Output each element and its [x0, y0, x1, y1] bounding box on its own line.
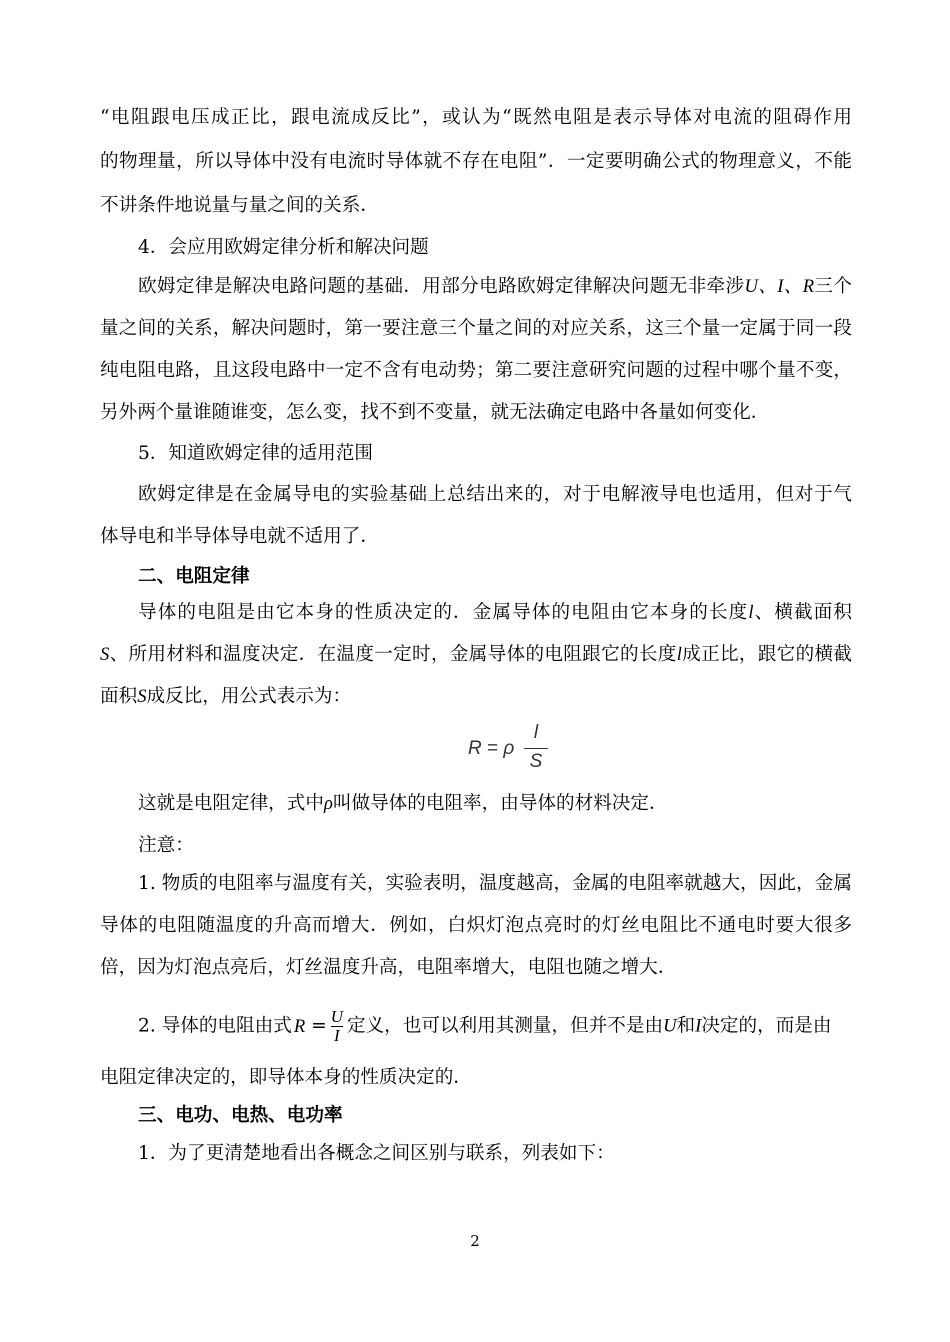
list-item-4: 4．会应用欧姆定律分析和解决问题: [138, 237, 429, 258]
variable-rho: ρ: [323, 793, 333, 814]
list-item-1: 1．为了更清楚地看出各概念之间区别与联系，列表如下：: [138, 1143, 615, 1164]
page-number: 2: [470, 1232, 480, 1250]
variables-u-i-r: U、I、R: [744, 276, 815, 297]
paragraph-line: [100, 685, 852, 709]
text: 决定的，而是由: [701, 1015, 832, 1037]
note-label: 注意：: [138, 835, 194, 856]
list-item-5: 5．知道欧姆定律的适用范围: [138, 443, 373, 464]
paragraph-line: 倍，因为灯泡点亮后，灯丝温度升高，电阻率增大，电阻也随之增大．: [100, 957, 677, 978]
formula-equals: =: [487, 738, 499, 759]
formula-lhs: [468, 738, 514, 760]
variable-i: I: [695, 1015, 702, 1037]
inline-formula-fraction: [331, 1008, 343, 1045]
text: 和: [676, 1015, 696, 1037]
formula-rho: ρ: [503, 738, 515, 759]
text: 面积: [100, 686, 138, 707]
formula-denominator: S: [529, 751, 543, 772]
text: 成反比，用公式表示为：: [146, 686, 352, 707]
paragraph-line: [138, 1008, 852, 1045]
text: 成正比，跟它的横截: [681, 644, 852, 665]
text: 定义，也可以利用其测量，但并不是由: [346, 1015, 664, 1037]
paragraph-line: 导体的电阻随温度的升高而增大．例如，白炽灯泡点亮时的灯丝电阻比不通电时要大很多: [100, 915, 852, 936]
paragraph-line: [138, 275, 852, 299]
variable-s: S: [100, 644, 110, 665]
paragraph-line: [138, 792, 852, 816]
variable-u: U: [663, 1015, 677, 1037]
variable-l: l: [748, 602, 754, 623]
text: 三个: [814, 276, 852, 297]
section-heading-2: 二、电阻定律: [138, 566, 250, 587]
paragraph-line: 量之间的关系，解决问题时，第一要注意三个量之间的对应关系，这三个量一定属于同一段: [100, 318, 852, 339]
paragraph-line: 的物理量，所以导体中没有电流时导体就不存在电阻”．一定要明确公式的物理意义，不能: [100, 151, 852, 172]
text: 欧姆定律是解决电路问题的基础．用部分电路欧姆定律解决问题无非牵涉: [138, 276, 745, 297]
paragraph-line: “电阻跟电压成正比，跟电流成反比”，或认为“既然电阻是表示导体对电流的阻碍作用: [100, 107, 852, 128]
section-heading-3: 三、电功、电热、电功率: [138, 1105, 343, 1126]
text: 、所用材料和温度决定．在温度一定时，金属导体的电阻跟它的长度: [109, 644, 677, 665]
paragraph-line: 欧姆定律是在金属导电的实验基础上总结出来的，对于电解液导电也适用，但对于气: [138, 484, 852, 505]
variable-s: S: [137, 686, 147, 707]
fraction-bar: [524, 748, 548, 749]
paragraph-line: [138, 601, 852, 625]
text: 2. 导体的电阻由式: [138, 1015, 292, 1037]
paragraph-line: [100, 643, 852, 667]
paragraph-line: 另外两个量谁随谁变，怎么变，找不到不变量，就无法确定电路中各量如何变化．: [100, 402, 770, 423]
text: 这就是电阻定律，式中: [138, 793, 324, 814]
text: 叫做导体的电阻率，由导体的材料决定．: [332, 793, 668, 814]
resistance-law-formula: [468, 722, 578, 782]
paragraph-line: 不讲条件地说量与量之间的关系．: [100, 195, 379, 216]
inline-denominator: I: [333, 1026, 340, 1045]
text: 、横截面积: [753, 602, 852, 623]
paragraph-line: 体导电和半导体导电就不适用了．: [100, 526, 379, 547]
formula-numerator: l: [533, 722, 539, 743]
formula-fraction: [524, 722, 548, 773]
formula-symbol-r: R: [468, 738, 482, 759]
paragraph-line: 电阻定律决定的，即导体本身的性质决定的．: [100, 1067, 472, 1088]
text: 导体的电阻是由它本身的性质决定的．金属导体的电阻由它本身的长度: [138, 602, 749, 623]
paragraph-line: 1. 物质的电阻率与温度有关，实验表明，温度越高，金属的电阻率就越大，因此，金属: [138, 873, 852, 894]
variable-l: l: [676, 644, 682, 665]
inline-formula-equals: =: [311, 1015, 327, 1037]
inline-numerator: U: [330, 1007, 343, 1026]
inline-formula-lhs: R: [293, 1015, 306, 1037]
paragraph-line: 纯电阻电路，且这段电路中一定不含有电动势；第二要注意研究问题的过程中哪个量不变，: [100, 360, 852, 381]
